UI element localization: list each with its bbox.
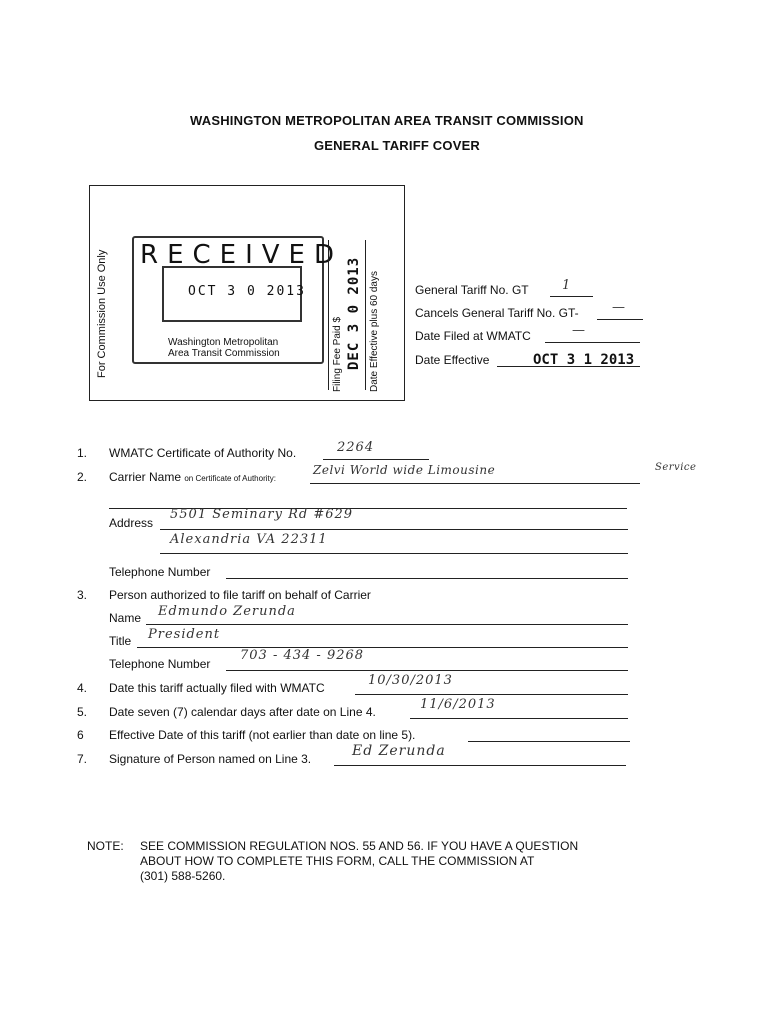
address-label: Address: [109, 516, 154, 530]
title-line: [137, 647, 628, 648]
note-label: NOTE:: [87, 839, 124, 853]
item-7-number: 7.: [77, 752, 88, 766]
name-value: Edmundo Zerunda: [158, 604, 296, 619]
item-2-number: 2.: [77, 470, 88, 484]
item-5-label: Date seven (7) calendar days after date on Line 4.: [109, 705, 376, 719]
date-filed-line: [545, 342, 640, 343]
note-line-1: SEE COMMISSION REGULATION NOS. 55 AND 56. IF YOU HAVE A QUESTION: [140, 839, 579, 853]
item-4-label: Date this tariff actually filed with WMATC: [109, 681, 325, 695]
item-1-value: 2264: [337, 440, 375, 455]
item-4-value: 10/30/2013: [368, 673, 453, 688]
general-tariff-label: General Tariff No. GT: [415, 283, 529, 297]
item-5-number: 5.: [77, 705, 88, 719]
item-4-number: 4.: [77, 681, 88, 695]
telephone-line: [226, 578, 628, 579]
item-6-number: 6: [77, 728, 84, 742]
stamp-org-line2: Area Transit Commission: [168, 348, 280, 359]
item-5-value: 11/6/2013: [420, 697, 496, 712]
item-6-label: Effective Date of this tariff (not earlier than date on line 5).: [109, 728, 416, 742]
form-title: GENERAL TARIFF COVER: [314, 138, 481, 153]
box-divider-1: [328, 240, 329, 390]
item-4-line: [355, 694, 628, 695]
item-2-line: [310, 483, 640, 484]
date-filed-value: —: [572, 323, 586, 338]
address-line-1: [160, 529, 628, 530]
item-1-label: WMATC Certificate of Authority No.: [109, 446, 297, 460]
address-line-2: [160, 553, 628, 554]
form-agency-title: WASHINGTON METROPOLITAN AREA TRANSIT COMMISSION: [190, 113, 584, 128]
received-stamp-date-box: [162, 266, 306, 322]
address-value-1: 5501 Seminary Rd #629: [170, 507, 354, 522]
filing-fee-label: Filing Fee Paid $: [332, 316, 343, 392]
item-2-label: [109, 470, 276, 484]
telephone-2-value: 703 - 434 - 9268: [240, 648, 365, 663]
commission-use-label: For Commission Use Only: [96, 249, 108, 378]
item-3-label: Person authorized to file tariff on behalf of Carrier: [109, 588, 371, 602]
telephone-label: Telephone Number: [109, 565, 211, 579]
note-line-3: (301) 588-5260.: [140, 869, 226, 883]
cancels-tariff-label: Cancels General Tariff No. GT-: [415, 306, 579, 320]
date-effective-value: OCT 3 1 2013: [533, 352, 635, 368]
item-2-label-small: on Certificate of Authority:: [184, 474, 276, 483]
general-tariff-value: 1: [562, 278, 572, 293]
item-3-number: 3.: [77, 588, 88, 602]
title-label: Title: [109, 634, 132, 648]
item-5-line: [410, 718, 628, 719]
item-2-label-main: Carrier Name: [109, 470, 182, 484]
name-line: [146, 624, 628, 625]
telephone-2-label: Telephone Number: [109, 657, 211, 671]
date-effective-plus-label: Date Effective plus 60 days: [369, 271, 380, 392]
stamp-org-line1: Washington Metropolitan: [168, 337, 279, 348]
date-filed-label: Date Filed at WMATC: [415, 329, 531, 343]
received-stamp-date: OCT 3 0 2013: [188, 284, 306, 299]
signature-value: Ed Zerunda: [352, 743, 446, 759]
item-1-line: [323, 459, 429, 460]
item-1-number: 1.: [77, 446, 88, 460]
date-effective-label: Date Effective: [415, 353, 490, 367]
item-2-value-continued: Service: [655, 462, 697, 473]
box-divider-2: [365, 240, 366, 390]
name-label: Name: [109, 611, 142, 625]
received-stamp-word: RECEIVED: [140, 240, 343, 270]
date-effective-stamp: DEC 3 0 2013: [346, 256, 362, 370]
title-value: President: [148, 627, 221, 642]
address-value-2: Alexandria VA 22311: [170, 532, 328, 547]
item-2-value: Zelvi World wide Limousine: [313, 463, 496, 477]
item-7-label: Signature of Person named on Line 3.: [109, 752, 312, 766]
note-line-2: ABOUT HOW TO COMPLETE THIS FORM, CALL THE COMMISSION AT: [140, 854, 535, 868]
telephone-2-line: [226, 670, 628, 671]
cancels-tariff-line: [597, 319, 643, 320]
general-tariff-line: [550, 296, 593, 297]
item-7-line: [334, 765, 626, 766]
item-6-line: [468, 741, 630, 742]
cancels-tariff-value: —: [612, 300, 626, 315]
